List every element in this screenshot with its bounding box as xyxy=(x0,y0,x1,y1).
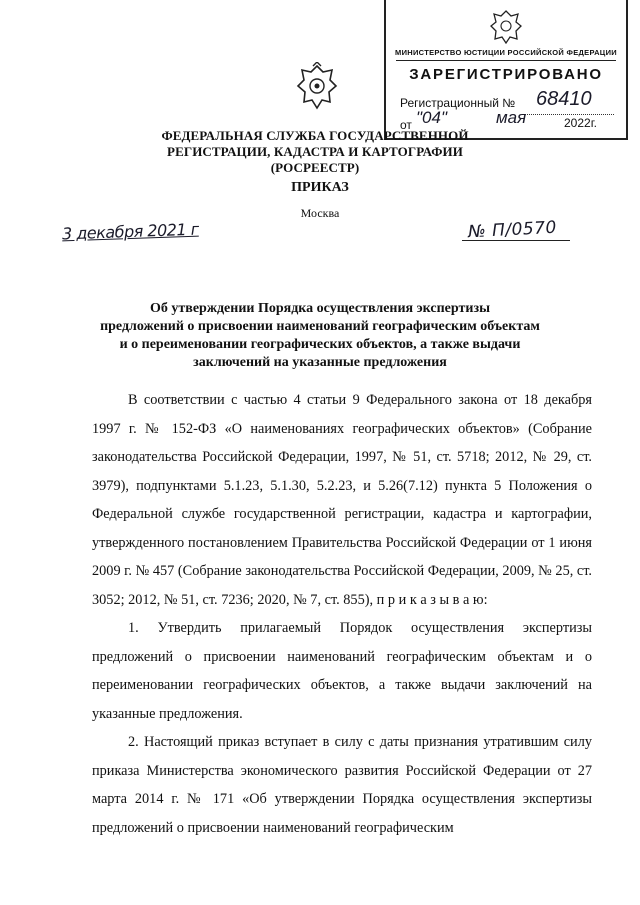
order-body xyxy=(92,386,592,842)
agency-name-line2: РЕГИСТРАЦИИ, КАДАСТРА И КАРТОГРАФИИ xyxy=(167,144,463,159)
subject-line3: и о переименовании географических объектов, а также выдачи xyxy=(119,337,521,352)
agency-name-line1: ФЕДЕРАЛЬНАЯ СЛУЖБА ГОСУДАРСТВЕННОЙ xyxy=(161,128,469,143)
stamp-date-prefix: от xyxy=(400,118,412,132)
order-subject xyxy=(70,300,570,372)
stamp-reg-underline xyxy=(522,114,614,115)
subject-line1: Об утверждении Порядка осуществления экспертизы xyxy=(150,301,490,316)
registration-stamp xyxy=(384,0,628,140)
stamp-reg-label: Регистрационный № xyxy=(400,96,516,110)
stamp-date-month: мая xyxy=(496,108,527,127)
stamp-status: ЗАРЕГИСТРИРОВАНО xyxy=(409,66,603,83)
agency-name-line3: (РОСРЕЕСТР) xyxy=(270,160,360,175)
agency-header xyxy=(150,128,480,176)
emblem-icon xyxy=(296,62,338,112)
order-city: Москва xyxy=(300,206,340,220)
body-paragraph-1 xyxy=(92,386,592,614)
number-underline xyxy=(462,240,570,241)
body-paragraph-2: 1. Утвердить прилагаемый Порядок осуществления экспертизы предложений о присвоении наименований географическим объектам и о переименовании географических объектов, а также выдачи заключений на указанные предложения. xyxy=(92,620,592,722)
stamp-divider xyxy=(396,60,616,61)
command-word: п р и к а з ы в а ю: xyxy=(376,591,488,608)
stamp-emblem-icon xyxy=(490,8,522,44)
order-title: ПРИКАЗ xyxy=(291,180,349,195)
subject-line2: предложений о присвоении наименований географическим объектам xyxy=(100,319,540,334)
handwritten-number: № П/0570 xyxy=(467,217,558,243)
handwritten-date: 3 декабря 2021 г xyxy=(61,219,199,244)
stamp-date-day: "04" xyxy=(416,108,447,127)
subject-line4: заключений на указанные предложения xyxy=(193,355,447,370)
body-paragraph-3: 2. Настоящий приказ вступает в силу с даты признания утратившим силу приказа Министерства экономического развития Российской Федерации от 27 марта 2014 г. № 171 «Об утверждении Порядка осуществления экспертизы предложений о присвоении наименований географическим xyxy=(92,734,592,836)
paragraph-1-text: В соответствии с частью 4 статьи 9 Федерального закона от 18 декабря 1997 г. № 152-ФЗ «О наименованиях географических объектов» (Собрание законодательства Российской Федерации, 1997, № 51, ст. 5718; 2012, № 29, ст. 3979), подпунктами 5.1.23, 5.1.30, 5.2.23, и 5.26(7.12) пункта 5 Положения о Федеральной службе государственной регистрации, кадастра и картографии, утвержденного постановлением Правительства Российской Федерации от 1 июня 2009 г. № 457 (Собрание законодательства Российской Федерации, 2009, № 25, ст. 3052; 2012, № 51, ст. 7236; 2020, № 7, ст. 855), xyxy=(92,392,592,608)
stamp-reg-number: 68410 xyxy=(536,88,592,110)
stamp-date-year: 2022г. xyxy=(564,116,597,130)
stamp-ministry: МИНИСТЕРСТВО ЮСТИЦИИ РОССИЙСКОЙ ФЕДЕРАЦИИ xyxy=(395,48,617,57)
